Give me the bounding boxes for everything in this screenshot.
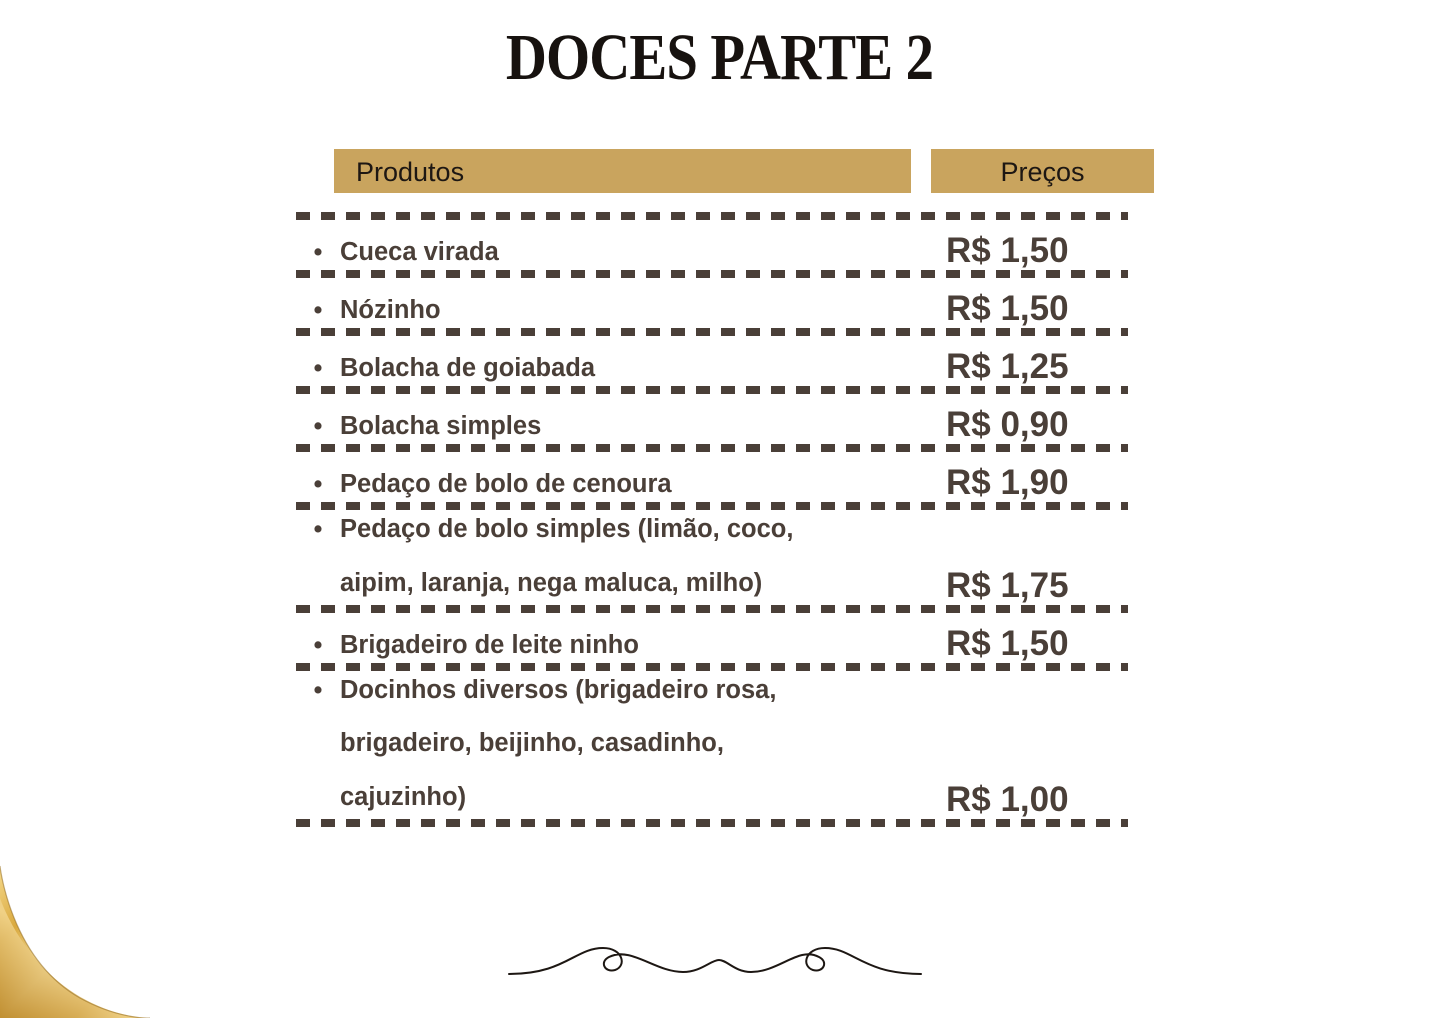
product-name bbox=[340, 516, 793, 597]
table-cell-price bbox=[946, 779, 1128, 819]
list-bullet-icon: • bbox=[313, 470, 323, 499]
row-divider bbox=[296, 270, 1128, 278]
product-name: Bolacha de goiabada bbox=[340, 354, 596, 383]
table-cell-product bbox=[296, 233, 946, 270]
product-name: Cueca virada bbox=[340, 238, 499, 267]
table-row bbox=[296, 510, 1128, 605]
price-table bbox=[296, 212, 1128, 827]
product-name-line2: aipim, laranja, nega maluca, milho) bbox=[340, 568, 763, 597]
header-label-prices: Preços bbox=[1000, 157, 1085, 187]
product-name-line3: cajuzinho) bbox=[340, 783, 467, 812]
table-header bbox=[334, 149, 1154, 193]
page-title: DOCES PARTE 2 bbox=[505, 21, 934, 94]
table-cell-product bbox=[296, 626, 946, 663]
row-divider bbox=[296, 212, 1128, 220]
product-price: R$ 1,50 bbox=[946, 623, 1069, 663]
list-bullet-icon: • bbox=[313, 412, 323, 441]
table-row bbox=[296, 671, 1128, 819]
table-cell-price bbox=[946, 565, 1128, 605]
table-row bbox=[296, 220, 1128, 270]
product-name-line1: Docinhos diversos (brigadeiro rosa, bbox=[340, 675, 777, 704]
table-cell-product bbox=[296, 671, 946, 819]
table-cell-price bbox=[946, 349, 1128, 386]
product-name-line1: Pedaço de bolo simples (limão, coco, bbox=[340, 515, 794, 543]
list-bullet-icon: • bbox=[313, 630, 323, 659]
table-cell-price bbox=[946, 465, 1128, 502]
header-cell-products bbox=[334, 149, 911, 193]
product-name: Bolacha simples bbox=[340, 412, 542, 441]
table-cell-price bbox=[946, 233, 1128, 270]
table-row bbox=[296, 452, 1128, 502]
row-divider bbox=[296, 444, 1128, 452]
table-row bbox=[296, 278, 1128, 328]
gold-page-curl-icon bbox=[0, 838, 200, 1018]
table-row bbox=[296, 394, 1128, 444]
product-price: R$ 1,25 bbox=[946, 347, 1069, 386]
product-name: Nózinho bbox=[340, 296, 441, 325]
row-divider bbox=[296, 386, 1128, 394]
table-cell-price bbox=[946, 291, 1128, 328]
product-price: R$ 1,75 bbox=[946, 565, 1069, 605]
product-name: Brigadeiro de leite ninho bbox=[340, 630, 639, 659]
row-divider bbox=[296, 502, 1128, 510]
list-bullet-icon: • bbox=[313, 354, 323, 383]
table-row bbox=[296, 336, 1128, 386]
product-name: Pedaço de bolo de cenoura bbox=[340, 470, 672, 499]
product-price: R$ 1,90 bbox=[946, 463, 1069, 502]
table-cell-product bbox=[296, 407, 946, 444]
row-divider bbox=[296, 819, 1128, 827]
product-price: R$ 1,00 bbox=[946, 779, 1069, 819]
table-cell-product bbox=[296, 349, 946, 386]
row-divider bbox=[296, 663, 1128, 671]
header-cell-prices bbox=[931, 149, 1154, 193]
list-bullet-icon: • bbox=[313, 675, 323, 704]
ornamental-divider-icon bbox=[505, 930, 925, 1000]
table-cell-price bbox=[946, 623, 1128, 663]
table-row bbox=[296, 613, 1128, 663]
product-name bbox=[340, 677, 776, 811]
table-cell-product bbox=[296, 291, 946, 328]
header-label-products: Produtos bbox=[356, 157, 465, 187]
row-divider bbox=[296, 605, 1128, 613]
table-cell-product bbox=[296, 510, 946, 605]
list-bullet-icon: • bbox=[313, 296, 323, 325]
table-cell-price bbox=[946, 407, 1128, 444]
product-price: R$ 0,90 bbox=[946, 405, 1069, 444]
list-bullet-icon: • bbox=[313, 515, 323, 543]
product-price: R$ 1,50 bbox=[946, 231, 1069, 270]
row-divider bbox=[296, 328, 1128, 336]
product-price: R$ 1,50 bbox=[946, 289, 1069, 328]
product-name-line2: brigadeiro, beijinho, casadinho, bbox=[340, 729, 724, 758]
list-bullet-icon: • bbox=[313, 238, 323, 267]
table-cell-product bbox=[296, 465, 946, 502]
